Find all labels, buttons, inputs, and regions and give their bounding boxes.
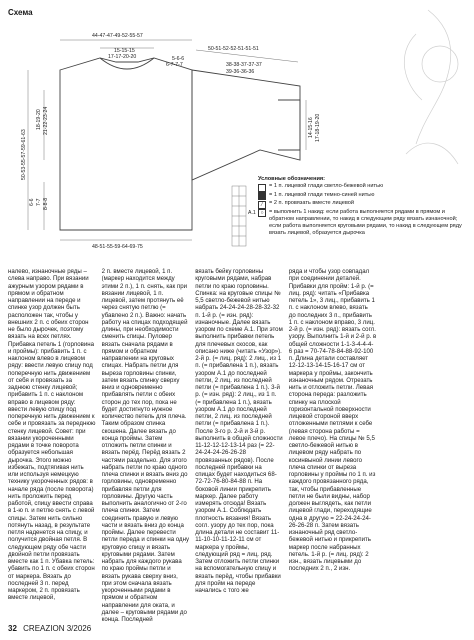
page-footer (8, 624, 91, 633)
page-title: Схема (8, 8, 33, 17)
dim-hem-3: 8-8-8 (43, 197, 49, 210)
text-column-3: вязать бейку горловины круговыми рядами, набрав петли по краю горловины. Спинка: на круговые спицы № 5,5 светло-бежевой нитью набрать 24-24-24-28-28-32-32 п. 1-й р. (= изн. ряд): изнаночные. Далее вязать узором по схеме А.1. При этом выполнить прибавки петель для плечевых скосов, как описано ниже (читать «Узор»). 2-й р. (= лиц. ряд): 2 лиц., из 1 п. (= прибавлена 1 п.), вязать узором А.1 до последней петли, 2 лиц. из последней петли (= прибавлена 1 п.). 3-й р. (= изн. ряд): 2 лиц., из 1 п. (= прибавлена 1 п.), вязать узором А.1 до последней петли, 2 лиц. из последней петли (= прибавлена 1 п.). После 3-го р. 2-й и 3-й р. выполнить в общей сложности 11-12-12-12-13-14 раз (= 22-24-24-24-26-26-28 провязанных рядов). После последней прибавки на спицах будет находиться 68-72-72-76-80-84-88 п. На боковой линии прикрепить маркер. Далее работу измерять отсюда! Вязать узором А.1. Соблюдать плотность вязания! Вязать согл. узору до тех пор, пока длина детали не составит 11-11-10-10-11-12-11 см от маркера у проймы, следующий ряд = лиц. ряд. Затем отложить петли спинки на вспомогательную спицу и вязать перёд, чтобы прибавки для пройм на переде начались с того же (195, 268, 283, 594)
dim-hem-2: 7-7 (36, 198, 42, 206)
page-number: 32 (8, 624, 17, 633)
dim-hem-1: 6-6 (29, 198, 35, 206)
light-square-icon (258, 184, 266, 192)
dim-cuff-2: 17-18-19-20 (315, 113, 321, 142)
k2tog-icon: ⁄ (258, 201, 266, 209)
legend-item: ○ = выполнить 1 накид: если работа выполняется рядами в прямом и обратном направлении, то накид в следующем ряду вязать изнаночной; если работа выполняется круговыми рядами, то накид в следующем ряду вязать лицевой, образуется дырочка (258, 209, 470, 238)
dim-body-height: 50-53-55-57-59-61-63 (21, 129, 27, 180)
dim-sleeve-top-3: 39-36-36-36 (226, 69, 255, 75)
magazine-name: CREAZION 3/2026 (23, 624, 92, 633)
dim-neck-2: 17-17-20-20 (108, 54, 137, 60)
text-column-4: ряда и чтобы узор совпадал при соединении деталей. Прибавки для пройм: 1-й р. (= лиц. ряд): читать «Прибавка петель 1», 3 лиц., прибавить 1 п. с наклоном влево, вязать до последних 3 п., прибавить 1 п. с наклоном вправо, 3 лиц. 2-й р. (= изн. ряд): вязать согл. узору. Выполнить 1-й и 2-й р. в общей сложности 1-1-3-4-4-4-6 раз = 70-74-78-84-88-92-100 п. Длина детали составляет 12-12-13-14-15-16-17 см от маркера у проймы, закончить изнаночным рядом. Отрезать нить и отложить петли. Левая сторона переда: разложить спинку на плоской горизонтальной поверхности лицевой стороной вверх отложенными петлями к себе (левая сторона работы = левое плечо). На спицы № 5,5 светло-бежевой нитью в лицевом ряду набрать по косинвыной линии левого плеча спинки от выреза горловины у проймы по 1 п. из каждого провязанного ряда, так, чтобы прибавленные петли не были видны, набор должен выглядеть, как петли лицевой глади, переходящие одна в другую = 22-24-24-24-26-26-28 п. Затем вязать изнаночный ряд светло-бежевой нитью и прикрепить маркер после набранных петель. 1-й р. (= лиц. ряд): 2 изн., вязать лицевыми до последних 2 п., 2 изн. (288, 268, 377, 573)
dim-armhole-2: 21-22-23-24 (43, 106, 49, 135)
dim-bottom-width: 48-51-55-59-64-69-75 (92, 244, 143, 250)
text-column-1: налево, изнаночные ряды – слева направо. При вязании ажурным узором рядами в прямом и обратном направлении на переде и спинке узор должен быть расположен так, чтобы у внешних 2 п. с обеих сторон не было дырочек, поэтому вязать на всех петлях. Прибавка петель 1 (горловина и проймы): прибавить 1 п. с наклоном влево в лицевом ряду: ввести левую спицу под поперечную нить движением от себя и провязать за заднюю стенку лицевой; прибавить 1 п. с наклоном вправо в лицевом ряду: ввести левую спицу под поперечную нить движением к себе и провязать за переднюю стенку лицевой. Совет: при вязании укороченными рядами в точке поворота образуется небольшая дырочка. Этого можно избежать, подтягивая нить или используя немецкую технику укороченных рядов: в начале ряда (после поворота) нить проложить перед работой, спицу ввести справа в 1-ю п. и петлю снять с левой спицы. Затем нить сильно потянуть назад, в результате петля наденется на спицу, и получится двойная петля. В следующем ряду обе части двойной петли провязать вместе как 1 п. Убавка петель: убавить по 1 п. с обеих сторон от маркера. Вязать до последней 3 п. перед маркером, 2 п. провязать вместе лицевой, (8, 268, 96, 602)
legend-item: = 1 п. лицевой глади светло-бежевой нитью (258, 183, 470, 192)
dim-sleeve-top-2: 38-38-37-37-37 (226, 62, 262, 68)
yarn-over-icon: ○ (258, 209, 266, 217)
dim-sleeve-top-1: 50-51-52-52-51-51-51 (208, 46, 259, 52)
knit-chart (232, 186, 246, 246)
dim-neck-1: 15-15-15 (114, 48, 135, 54)
decorative-illustration (386, 4, 470, 174)
body-outline (60, 58, 192, 230)
chart-label: A.1 (248, 210, 256, 216)
legend (258, 176, 470, 238)
cuff-outline (278, 100, 300, 150)
dim-neck-side-2: 6-7-7-7 (166, 62, 183, 68)
dim-top-width: 44-47-47-49-52-55-57 (92, 33, 143, 39)
dim-armhole-1: 18-19-20 (36, 109, 42, 130)
dim-cuff-1: 14-15-16 (308, 117, 314, 138)
legend-item: ⁄ = 2 п. провязать вместе лицевой (258, 200, 470, 209)
dim-neck-side-1: 5-6-6 (172, 56, 185, 62)
dark-square-icon (258, 192, 266, 200)
text-column-2: 2 п. вместе лицевой, 1 п. (маркер находится между этими 2 п.), 1 п. снять, как при вязании лицевой, 1 п. лицевой, затем протянуть её через снятую петлю (= убавлено 2 п.). Важно: начать работу на спицах подходящей длины, при необходимости сменить спицы. Пуловер вязать сначала рядами в прямом и обратном направлении на круговых спицах. Набрать петли для выреза горловины спинки, затем вязать спинку сверху вниз и одновременно прибавлять петли с обеих сторон до тех пор, пока не будет достигнуто нужное количество петель для плеча. Таким образом спинка скошена. Далее вязать до конца проймы. Затем отложить петли спинки и вязать перёд. Перёд вязать 2 частями раздельно. Для этого набрать петли по краю одного плеча спинки и вязать вниз до горловины, одновременно прибавляя петли для горловины. Другую часть выполнить аналогично от 2-го плеча спинки. Затем соединить правую и левую части и вязать вниз до конца проймы. Далее перевести петли переда и спинки на одну круговую спицу и вязать круговыми рядами. Затем набрать для каждого рукава по краю проймы петли и вязать рукава сверху вниз, при этом сначала вязать укороченными рядами в прямом и обратном направлении для оката, и далее – круговыми рядами до конца. Последней (101, 268, 190, 623)
legend-title: Условные обозначения: (258, 176, 326, 182)
legend-item: = 1 п. лицевой глади темно-синей нитью (258, 192, 470, 201)
text-columns (8, 268, 470, 623)
sleeve-outline (192, 70, 300, 180)
